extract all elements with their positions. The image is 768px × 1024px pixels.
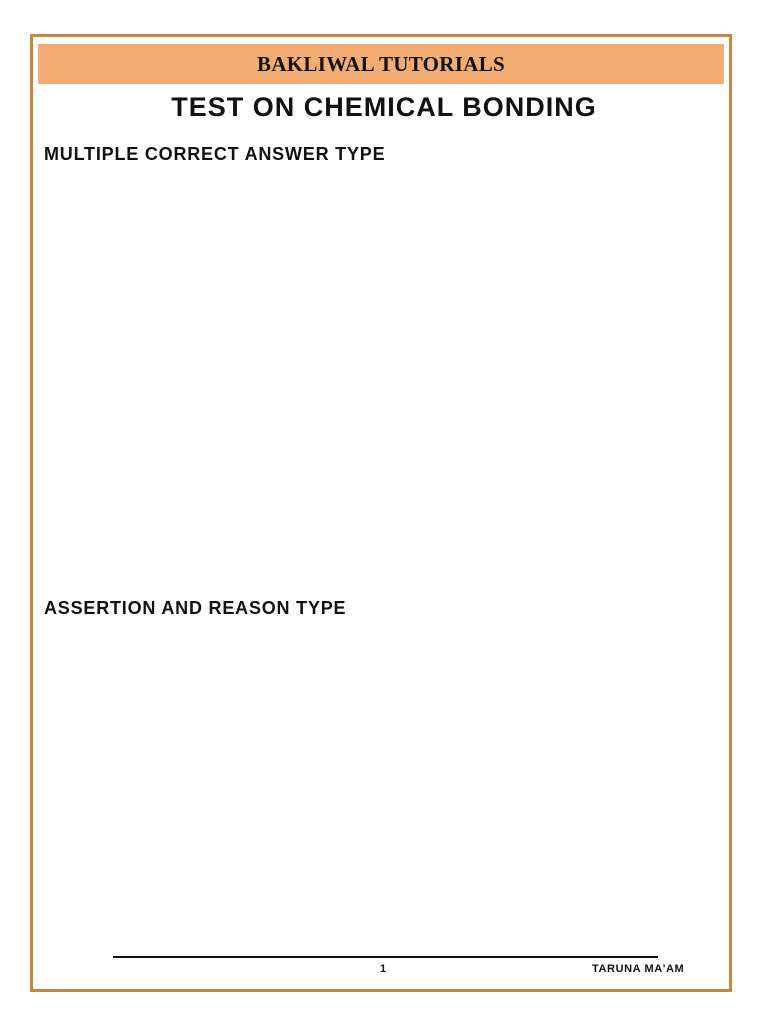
footer-divider [113, 956, 658, 958]
page-border [30, 34, 732, 992]
page-number: 1 [380, 963, 387, 975]
header-banner [38, 44, 724, 84]
section-heading-assertion-reason: ASSERTION AND REASON TYPE [44, 598, 347, 618]
banner-title: BAKLIWAL TUTORIALS [257, 52, 505, 76]
section-heading-mcq: MULTIPLE CORRECT ANSWER TYPE [44, 144, 386, 164]
page-title: TEST ON CHEMICAL BONDING [171, 92, 597, 122]
footer-author: TARUNA MA'AM [592, 963, 685, 975]
